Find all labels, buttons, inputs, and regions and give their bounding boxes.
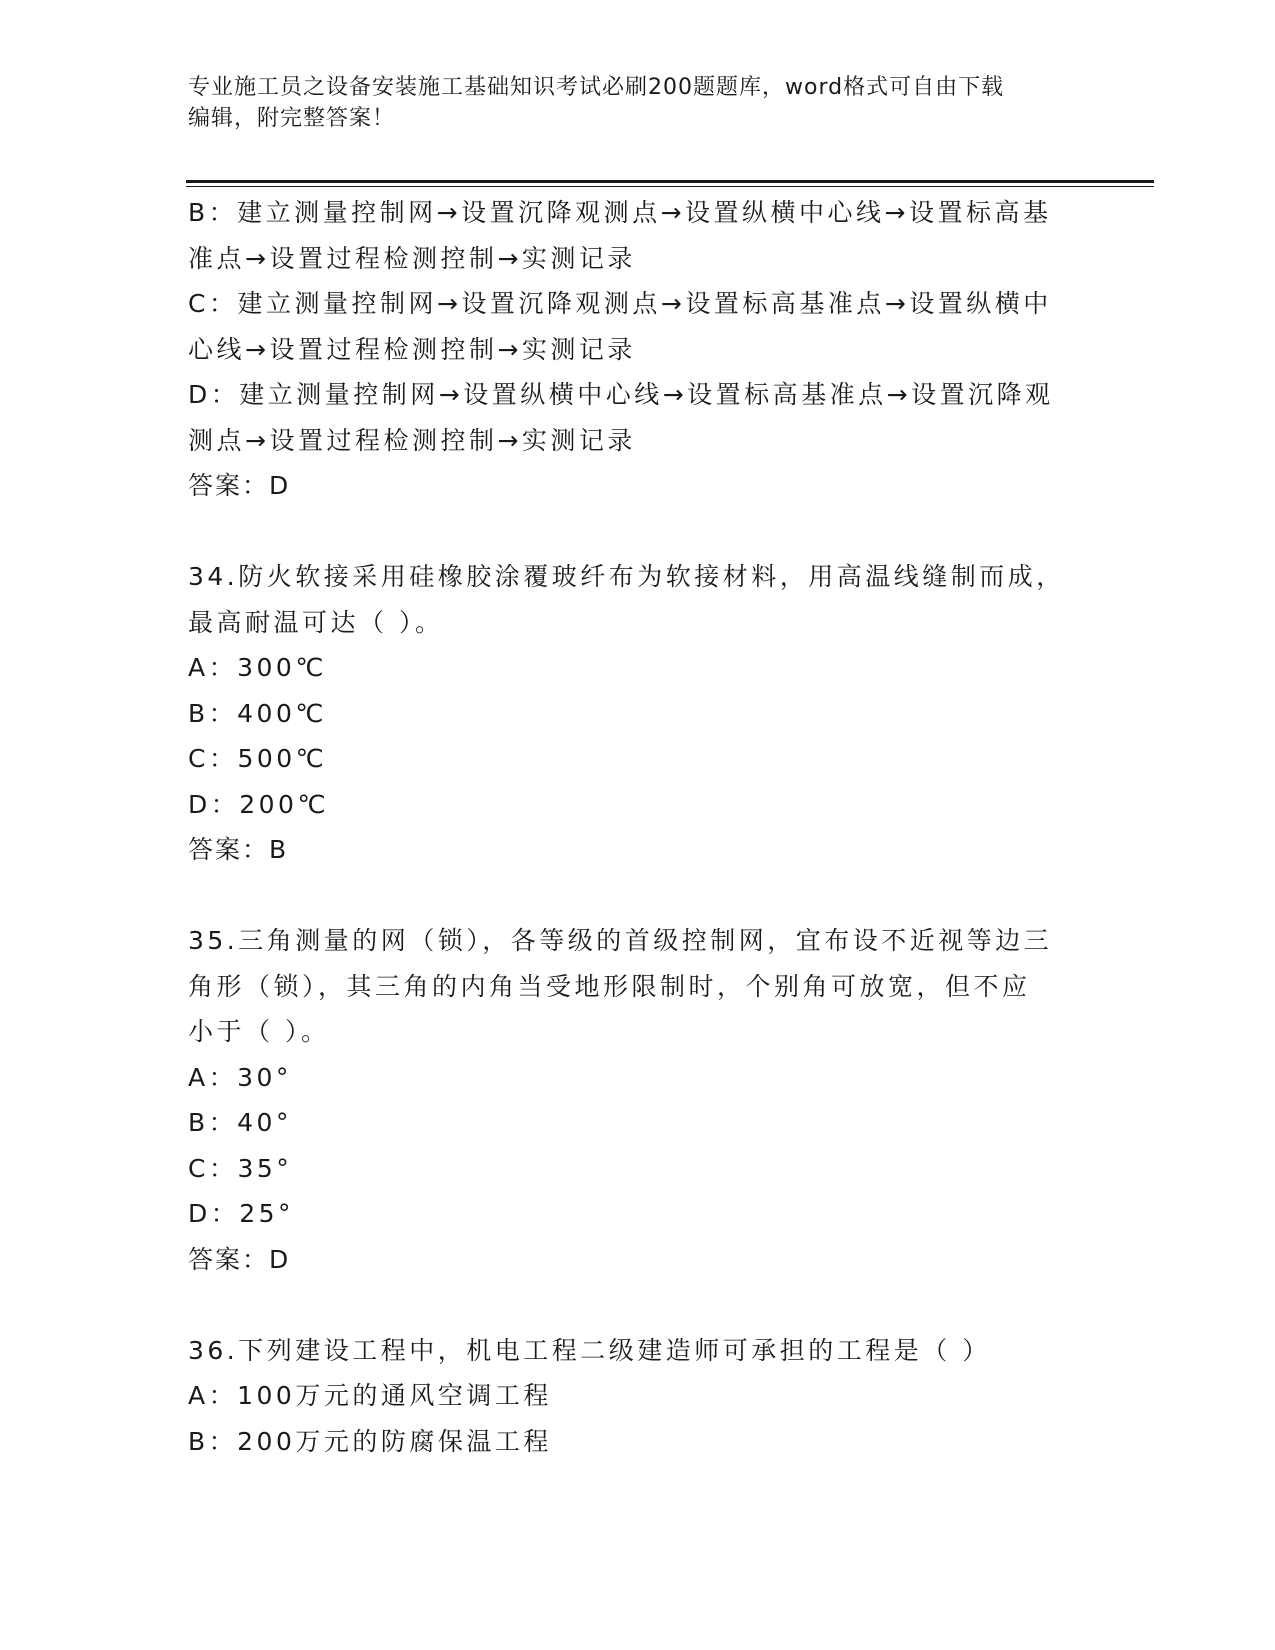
option-b: B：400℃ [188, 698, 327, 728]
question-stem-line-1: 36.下列建设工程中，机电工程二级建造师可承担的工程是（ ） [188, 1335, 991, 1365]
answer-text: 答案：D [188, 1244, 291, 1274]
option-d-line-1: D：建立测量控制网→设置纵横中心线→设置标高基准点→设置沉降观 [188, 380, 1054, 409]
option-d: D：200℃ [188, 789, 330, 819]
previous-question-block [188, 190, 1078, 509]
option-a: A：300℃ [188, 653, 327, 682]
question-34-block [188, 554, 1078, 873]
option-c-line-1: C：建立测量控制网→设置沉降观测点→设置标高基准点→设置纵横中 [188, 289, 1052, 318]
option-b: B：40° [188, 1108, 292, 1137]
header-title-line-2: 编辑，附完整答案！ [188, 106, 396, 131]
question-stem-line-1: 34.防火软接采用硅橡胶涂覆玻纤布为软接材料，用高温线缝制而成， [188, 562, 1065, 591]
question-35-block [188, 918, 1078, 1282]
option-a: A：100万元的通风空调工程 [188, 1381, 552, 1410]
question-stem-line-3: 小于（ ）。 [188, 1017, 330, 1046]
option-b-line-2: 准点→设置过程检测控制→实测记录 [188, 243, 636, 273]
question-spacer [188, 509, 1078, 555]
option-b: B：200万元的防腐保温工程 [188, 1426, 552, 1456]
option-c-line-2: 心线→设置过程检测控制→实测记录 [188, 334, 636, 364]
document-header [188, 72, 1068, 134]
question-spacer [188, 1282, 1078, 1328]
answer-text: 答案：B [188, 835, 289, 864]
header-divider-thin [186, 186, 1154, 187]
option-c: C：500℃ [188, 744, 328, 773]
option-b-line-1: B：建立测量控制网→设置沉降观测点→设置纵横中心线→设置标高基 [188, 198, 1052, 227]
option-d: D：25° [188, 1199, 295, 1228]
question-content [188, 190, 1078, 1464]
question-stem-line-2: 最高耐温可达（ ）。 [188, 607, 444, 637]
option-d-line-2: 测点→设置过程检测控制→实测记录 [188, 425, 636, 455]
question-spacer [188, 873, 1078, 919]
option-a: A：30° [188, 1062, 292, 1092]
question-36-block [188, 1328, 1078, 1465]
question-stem-line-1: 35.三角测量的网（锁），各等级的首级控制网，宜布设不近视等边三 [188, 926, 1053, 955]
header-title-line-1: 专业施工员之设备安装施工基础知识考试必刷200题题库，word格式可自由下载 [188, 75, 1005, 100]
header-divider-thick [186, 180, 1154, 183]
answer-text: 答案：D [188, 471, 291, 500]
option-c: C：35° [188, 1153, 293, 1183]
question-stem-line-2: 角形（锁），其三角的内角当受地形限制时，个别角可放宽，但不应 [188, 971, 1031, 1001]
